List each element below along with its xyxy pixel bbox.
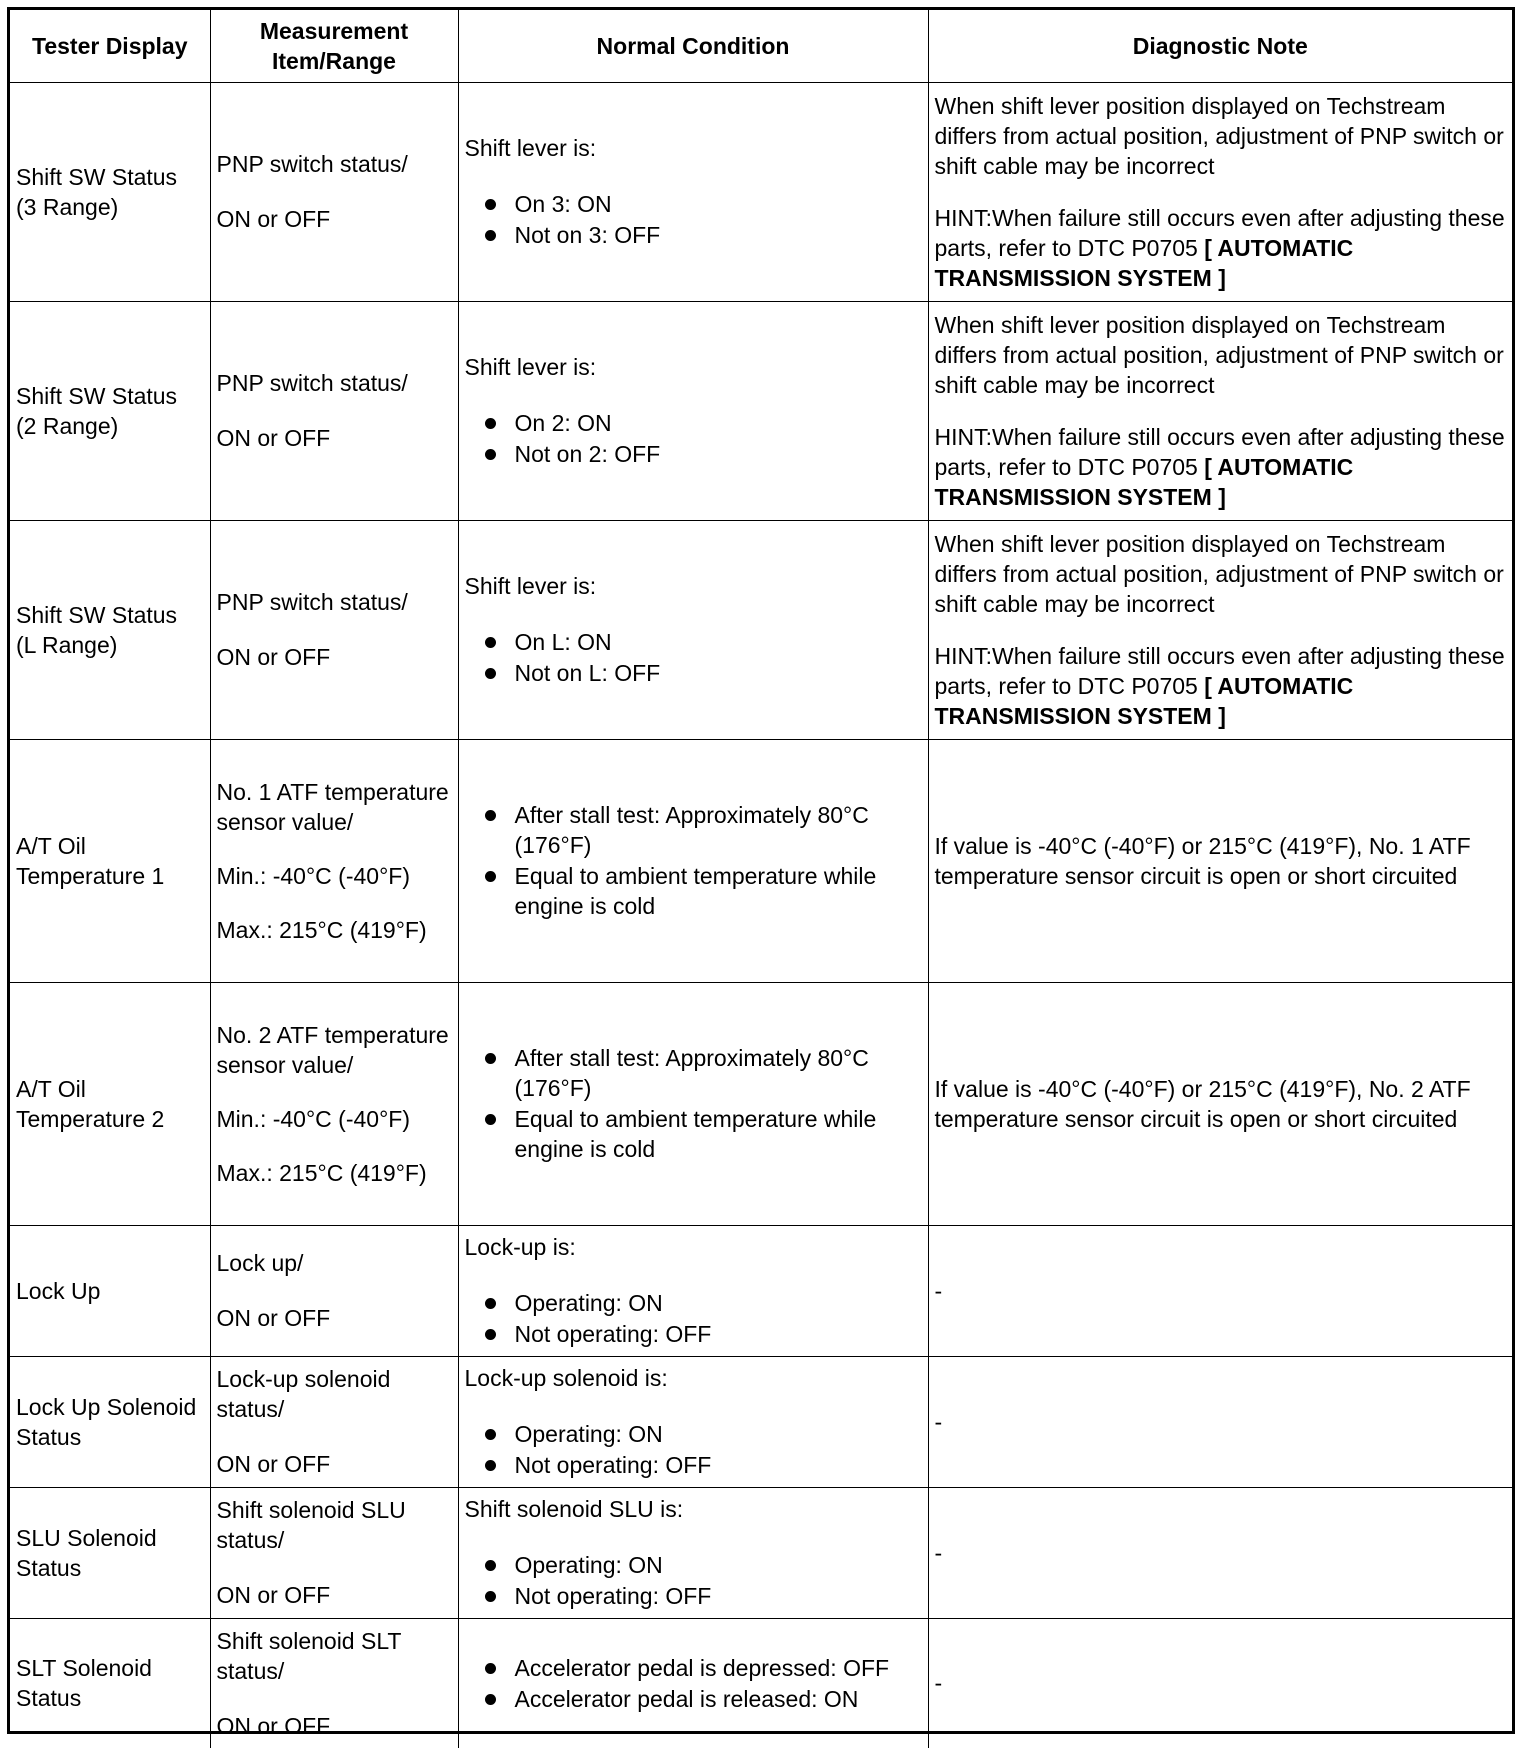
condition-bullet: Not operating: OFF <box>465 1319 922 1349</box>
normal-condition-cell <box>458 1356 928 1487</box>
note-hint <box>935 641 1507 731</box>
measurement-range: ON or OFF <box>216 1712 331 1739</box>
header-normal-condition: Normal Condition <box>458 10 928 82</box>
tester-display-cell: A/T Oil Temperature 1 <box>10 739 210 982</box>
condition-bullet: Operating: ON <box>465 1288 922 1318</box>
measurement-cell <box>210 739 458 982</box>
measurement-range: ON or OFF <box>216 644 331 670</box>
condition-bullet: Equal to ambient temperature while engine is cold <box>465 1104 922 1164</box>
measurement-cell <box>210 1487 458 1618</box>
tester-display-cell: A/T Oil Temperature 2 <box>10 982 210 1225</box>
table-row <box>10 982 1512 1225</box>
condition-bullet: After stall test: Approximately 80°C (176°F) <box>465 1043 922 1103</box>
header-diagnostic-note: Diagnostic Note <box>928 10 1512 82</box>
normal-condition-cell <box>458 982 928 1225</box>
measurement-item: Shift solenoid SLU status/ <box>216 1497 406 1553</box>
header-measurement: Measurement Item/Range <box>210 10 458 82</box>
diagnostic-note-cell <box>928 82 1512 301</box>
normal-condition-cell <box>458 1618 928 1748</box>
table-row <box>10 520 1512 739</box>
condition-bullet: On L: ON <box>465 627 922 657</box>
condition-bullet: Not on 3: OFF <box>465 220 922 250</box>
condition-bullet: Operating: ON <box>465 1550 922 1580</box>
system-link[interactable]: [ AUTOMATIC TRANSMISSION SYSTEM ] <box>934 234 1354 291</box>
note-text: When shift lever position displayed on Techstream differs from actual position, adjustment of PNP switch or shift cable may be incorrect <box>934 530 1504 617</box>
normal-condition-cell <box>458 1225 928 1356</box>
note-text: When shift lever position displayed on Techstream differs from actual position, adjustment of PNP switch or shift cable may be incorrect <box>934 92 1504 179</box>
hint-text: HINT:When failure still occurs even after adjusting these parts, refer to DTC P0705 <box>934 423 1505 480</box>
condition-lead: Shift lever is: <box>464 134 597 161</box>
measurement-item: PNP switch status/ <box>216 370 408 396</box>
tester-display-cell: Shift SW Status (3 Range) <box>10 82 210 301</box>
normal-condition-cell <box>458 1487 928 1618</box>
diagnostic-note-cell: - <box>928 1356 1512 1487</box>
condition-bullet: Accelerator pedal is depressed: OFF <box>465 1653 922 1683</box>
measurement-item: No. 1 ATF temperature sensor value/ <box>216 778 449 835</box>
table-row <box>10 739 1512 982</box>
system-link[interactable]: [ AUTOMATIC TRANSMISSION SYSTEM ] <box>934 453 1354 510</box>
measurement-item: Lock up/ <box>216 1250 304 1276</box>
measurement-item: No. 2 ATF temperature sensor value/ <box>216 1021 449 1078</box>
tester-display-cell: Lock Up Solenoid Status <box>10 1356 210 1487</box>
condition-bullet: Accelerator pedal is released: ON <box>465 1684 922 1714</box>
hint-text: HINT:When failure still occurs even after adjusting these parts, refer to DTC P0705 <box>934 642 1505 699</box>
measurement-cell <box>210 1225 458 1356</box>
diagnostic-note-cell <box>928 301 1512 520</box>
condition-lead: Shift solenoid SLU is: <box>464 1495 684 1522</box>
table-row <box>10 301 1512 520</box>
measurement-cell <box>210 1618 458 1748</box>
condition-bullet: Operating: ON <box>465 1419 922 1449</box>
diagnostic-note-cell: - <box>928 1618 1512 1748</box>
measurement-item: Lock-up solenoid status/ <box>216 1366 391 1422</box>
hint-text: HINT:When failure still occurs even after adjusting these parts, refer to DTC P0705 <box>934 204 1505 261</box>
condition-bullet: On 3: ON <box>465 189 922 219</box>
normal-condition-cell <box>458 520 928 739</box>
system-link[interactable]: [ AUTOMATIC TRANSMISSION SYSTEM ] <box>934 672 1354 729</box>
measurement-min: Min.: -40°C (-40°F) <box>216 862 410 889</box>
note-hint <box>935 203 1507 293</box>
condition-bullet: Equal to ambient temperature while engine is cold <box>465 861 922 921</box>
tester-display-cell: Shift SW Status (L Range) <box>10 520 210 739</box>
data-list-table <box>10 10 1512 1748</box>
condition-bullet: On 2: ON <box>465 408 922 438</box>
measurement-cell <box>210 1356 458 1487</box>
header-tester-display: Tester Display <box>10 10 210 82</box>
condition-lead: Shift lever is: <box>464 572 597 599</box>
diagnostic-note-cell: If value is -40°C (-40°F) or 215°C (419°F), No. 1 ATF temperature sensor circuit is open or short circuited <box>928 739 1512 982</box>
note-hint <box>935 422 1507 512</box>
measurement-range: ON or OFF <box>216 206 331 232</box>
condition-bullet: After stall test: Approximately 80°C (176°F) <box>465 800 922 860</box>
measurement-range: ON or OFF <box>216 1582 331 1608</box>
condition-bullet: Not on 2: OFF <box>465 439 922 469</box>
table-row <box>10 1618 1512 1748</box>
measurement-max: Max.: 215°C (419°F) <box>216 1159 427 1186</box>
diagnostic-note-cell: If value is -40°C (-40°F) or 215°C (419°F), No. 2 ATF temperature sensor circuit is open or short circuited <box>928 982 1512 1225</box>
diagnostic-note-cell <box>928 520 1512 739</box>
table-row <box>10 82 1512 301</box>
measurement-range: ON or OFF <box>216 1305 331 1331</box>
table-row <box>10 1225 1512 1356</box>
header-row <box>10 10 1512 82</box>
measurement-item: PNP switch status/ <box>216 151 408 177</box>
condition-bullet: Not operating: OFF <box>465 1581 922 1611</box>
normal-condition-cell <box>458 82 928 301</box>
measurement-item: Shift solenoid SLT status/ <box>216 1627 402 1684</box>
data-list-table-frame <box>7 7 1515 1739</box>
tester-display-cell: Lock Up <box>10 1225 210 1356</box>
tester-display-cell: SLT Solenoid Status <box>10 1618 210 1748</box>
tester-display-cell: SLU Solenoid Status <box>10 1487 210 1618</box>
tester-display-cell: Shift SW Status (2 Range) <box>10 301 210 520</box>
measurement-range: ON or OFF <box>216 425 331 451</box>
condition-bullet: Not operating: OFF <box>465 1450 922 1480</box>
condition-lead: Shift lever is: <box>464 353 597 380</box>
measurement-item: PNP switch status/ <box>216 589 408 615</box>
diagnostic-note-cell: - <box>928 1225 1512 1356</box>
measurement-min: Min.: -40°C (-40°F) <box>216 1105 410 1132</box>
measurement-range: ON or OFF <box>216 1451 331 1477</box>
measurement-cell <box>210 301 458 520</box>
condition-lead: Lock-up is: <box>464 1233 576 1260</box>
condition-bullet: Not on L: OFF <box>465 658 922 688</box>
measurement-cell <box>210 982 458 1225</box>
diagnostic-note-cell: - <box>928 1487 1512 1618</box>
normal-condition-cell <box>458 739 928 982</box>
condition-lead: Lock-up solenoid is: <box>464 1364 668 1391</box>
measurement-cell <box>210 520 458 739</box>
table-row <box>10 1356 1512 1487</box>
normal-condition-cell <box>458 301 928 520</box>
measurement-max: Max.: 215°C (419°F) <box>216 916 427 943</box>
measurement-cell <box>210 82 458 301</box>
note-text: When shift lever position displayed on Techstream differs from actual position, adjustment of PNP switch or shift cable may be incorrect <box>934 311 1504 398</box>
table-row <box>10 1487 1512 1618</box>
